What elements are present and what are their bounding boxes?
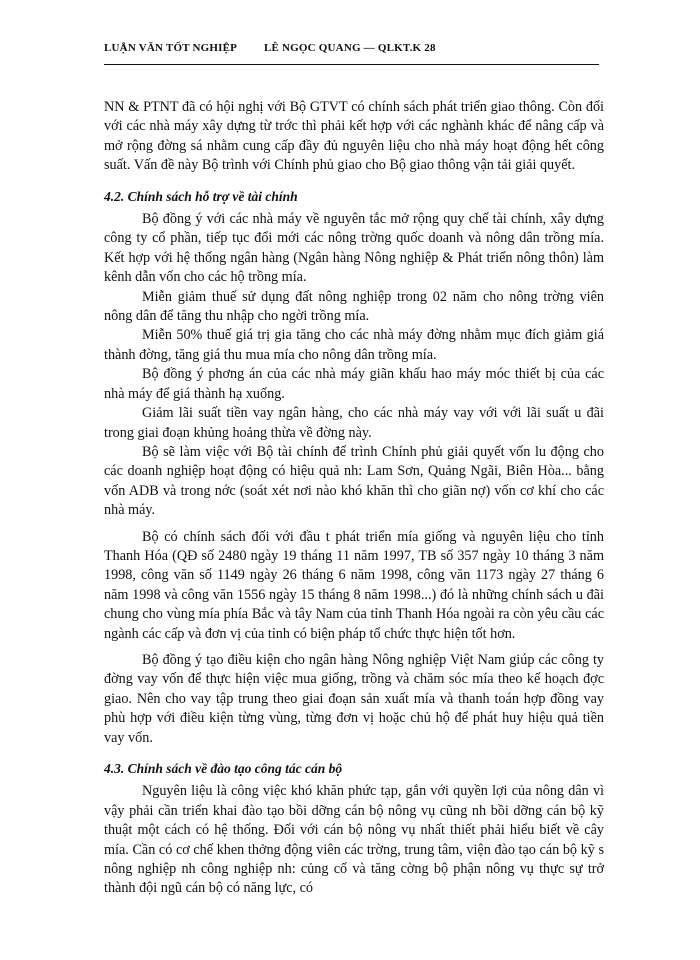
section-heading-4-3: 4.3. Chính sách về đào tạo công tác cán bộ (104, 761, 343, 776)
header-author: LÊ NGỌC QUANG — QLKT.K 28 (264, 42, 436, 54)
header-rule (104, 64, 599, 65)
paragraph: Nguyên liệu là công việc khó khăn phức tạp, gắn với quyền lợi của nông dân vì vậy phải cần triển khai đào tạo bồi dỡng cán bộ nông vụ cũng nh bồi dỡng cán bộ kỹ thuật một cách có hệ thống. Đối với cán bộ nông vụ nhất thiết phải hiểu biết về cây mía. Cần có cơ chế khen thởng động viên các trờng, trung tâm, viện đào tạo cán bộ kỹ s nông nghiệp nh công nghiệp nh: củng cố và tăng cờng bộ phận nông vụ thực sự trở thành đội ngũ cán bộ có năng lực, có (104, 783, 604, 897)
paragraph: Bộ sẽ làm việc với Bộ tài chính để trình Chính phủ giải quyết vốn lu động cho các doanh nghiệp hoạt động có hiệu quả nh: Lam Sơn, Quảng Ngãi, Biên Hòa... bằng vốn ADB và trong nớc (soát xét nơi nào khó khăn thì cho giãn nợ) vốn cơ khí cho các nhà máy. (104, 443, 604, 519)
section-heading-4-2: 4.2. Chính sách hỗ trợ về tài chính (104, 188, 298, 204)
paragraph: Bộ đồng ý tạo điều kiện cho ngân hàng Nông nghiệp Việt Nam giúp các công ty đờng vay vốn để thực hiện việc mua giống, trồng và chăm sóc mía theo kế hoạch đợc giao. Nên cho vay tập trung theo giai đoạn sản xuất mía và thanh toán hợp đồng vay phù hợp với điều kiện từng vùng, từng đơn vị hoặc chủ hộ để phát huy hiệu quả tiền vay vốn. (104, 651, 604, 746)
paragraph-intro: NN & PTNT đã có hội nghị với Bộ GTVT có chính sách phát triển giao thông. Còn đối với các nhà máy xây dựng từ trớc thì phải kết hợp với các nghành khác để nâng cấp và mở rộng đờng sá nhằm cung cấp đầy đủ nguyên liệu cho nhà máy hoạt động hết công suất. Vấn đề này Bộ trình với Chính phủ giao cho Bộ giao thông vận tải giải quyết. (104, 99, 604, 174)
header-thesis-label: LUẬN VĂN TỐT NGHIỆP (104, 42, 238, 54)
paragraph: Miễn giảm thuế sử dụng đất nông nghiệp trong 02 năm cho nông trờng viên nông dân để tăng thu nhập cho ngời trồng mía. (104, 288, 604, 325)
paragraph: Bộ đồng ý với các nhà máy về nguyên tắc mở rộng quy chế tài chính, xây dựng công ty cổ phần, tiếp tục đổi mới các nông trờng quốc doanh và nông dân trồng mía. Kết hợp với hệ thống ngân hàng (Ngân hàng Nông nghiệp & Phát triển nông thôn) làm kênh dẫn vốn cho các hộ trồng mía. (104, 211, 604, 286)
running-header (104, 42, 604, 54)
paragraph: Miễn 50% thuế giá trị gia tăng cho các nhà máy đờng nhằm mục đích giảm giá thành đờng, tăng giá thu mua mía cho nông dân trồng mía. (104, 327, 604, 363)
document-body (104, 98, 604, 899)
paragraph: Giảm lãi suất tiền vay ngân hàng, cho các nhà máy vay với với lãi suất u đãi trong giai đoạn khủng hoảng thừa về đờng này. (104, 405, 604, 441)
paragraph: Bộ có chính sách đối với đầu t phát triển mía giống và nguyên liệu cho tỉnh Thanh Hóa (QĐ số 2480 ngày 19 tháng 11 năm 1997, TB số 357 ngày 10 tháng 3 năm 1998, công văn số 1149 ngày 26 tháng 6 năm 1998, công văn 1173 ngày 27 tháng 6 năm 1998 và công văn 1556 ngày 15 tháng 8 năm 1998...) đó là những chính sách u đãi chung cho vùng mía phía Bắc và tây Nam của tỉnh Thanh Hóa ngoài ra còn yêu cầu các ngành các cấp và đơn vị của tỉnh có biện pháp tổ chức thực hiện tốt hơn. (104, 528, 604, 642)
paragraph: Bộ đồng ý phơng án của các nhà máy giãn khấu hao máy móc thiết bị của các nhà máy để giá thành hạ xuống. (104, 366, 604, 402)
